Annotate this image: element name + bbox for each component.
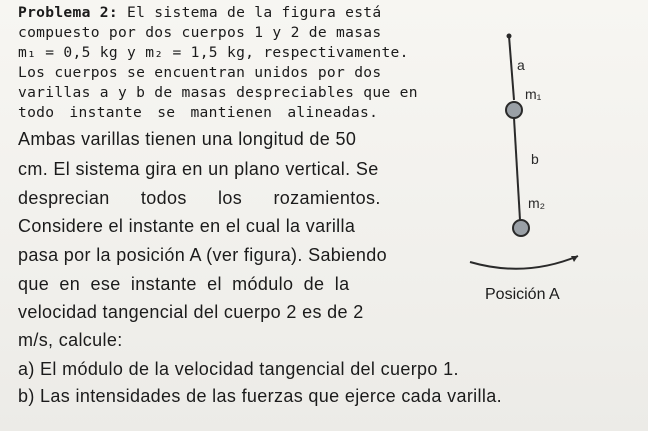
problem-line-0: El sistema de la figura está xyxy=(127,4,382,21)
rod-b xyxy=(514,118,520,220)
problem-line-9: Considere el instante en el cual la varilla xyxy=(18,216,356,236)
problem-line-1: compuesto por dos cuerpos 1 y 2 de masas xyxy=(18,24,382,41)
problem-line-3: Los cuerpos se encuentran unidos por dos xyxy=(18,64,382,81)
problem-line-6: Ambas varillas tienen una longitud de 50 xyxy=(18,129,357,149)
mass-2 xyxy=(513,220,529,236)
problem-title: Problema 2: xyxy=(18,4,118,21)
problem-line-11: que en ese instante el módulo de la xyxy=(18,274,350,294)
mass-1 xyxy=(506,102,522,118)
rod-b-label: b xyxy=(531,151,539,167)
mass-1-label: m₁ xyxy=(525,86,542,102)
mass-2-label: m₂ xyxy=(528,195,546,211)
figure-caption: Posición A xyxy=(485,286,560,303)
problem-line-5: todo instante se mantienen alineadas. xyxy=(18,104,379,121)
problem-line-4: varillas a y b de masas despreciables que en xyxy=(18,84,418,101)
problem-line-12: velocidad tangencial del cuerpo 2 es de 2 xyxy=(18,302,364,322)
problem-line-8: desprecian todos los rozamientos. xyxy=(18,188,381,208)
problem-line-10: pasa por la posición A (ver figura). Sabiendo xyxy=(18,245,387,265)
question-b: b) Las intensidades de las fuerzas que ejerce cada varilla. xyxy=(18,386,502,406)
question-a: a) El módulo de la velocidad tangencial del cuerpo 1. xyxy=(18,359,459,379)
problem-line-7: cm. El sistema gira en un plano vertical. Se xyxy=(18,159,379,179)
motion-arc xyxy=(470,256,578,269)
rod-a-label: a xyxy=(517,57,525,73)
problem-line-13: m/s, calcule: xyxy=(18,330,123,350)
rod-a xyxy=(509,36,514,100)
problem-line-2: m₁ = 0,5 kg y m₂ = 1,5 kg, respectivamente. xyxy=(18,44,409,61)
